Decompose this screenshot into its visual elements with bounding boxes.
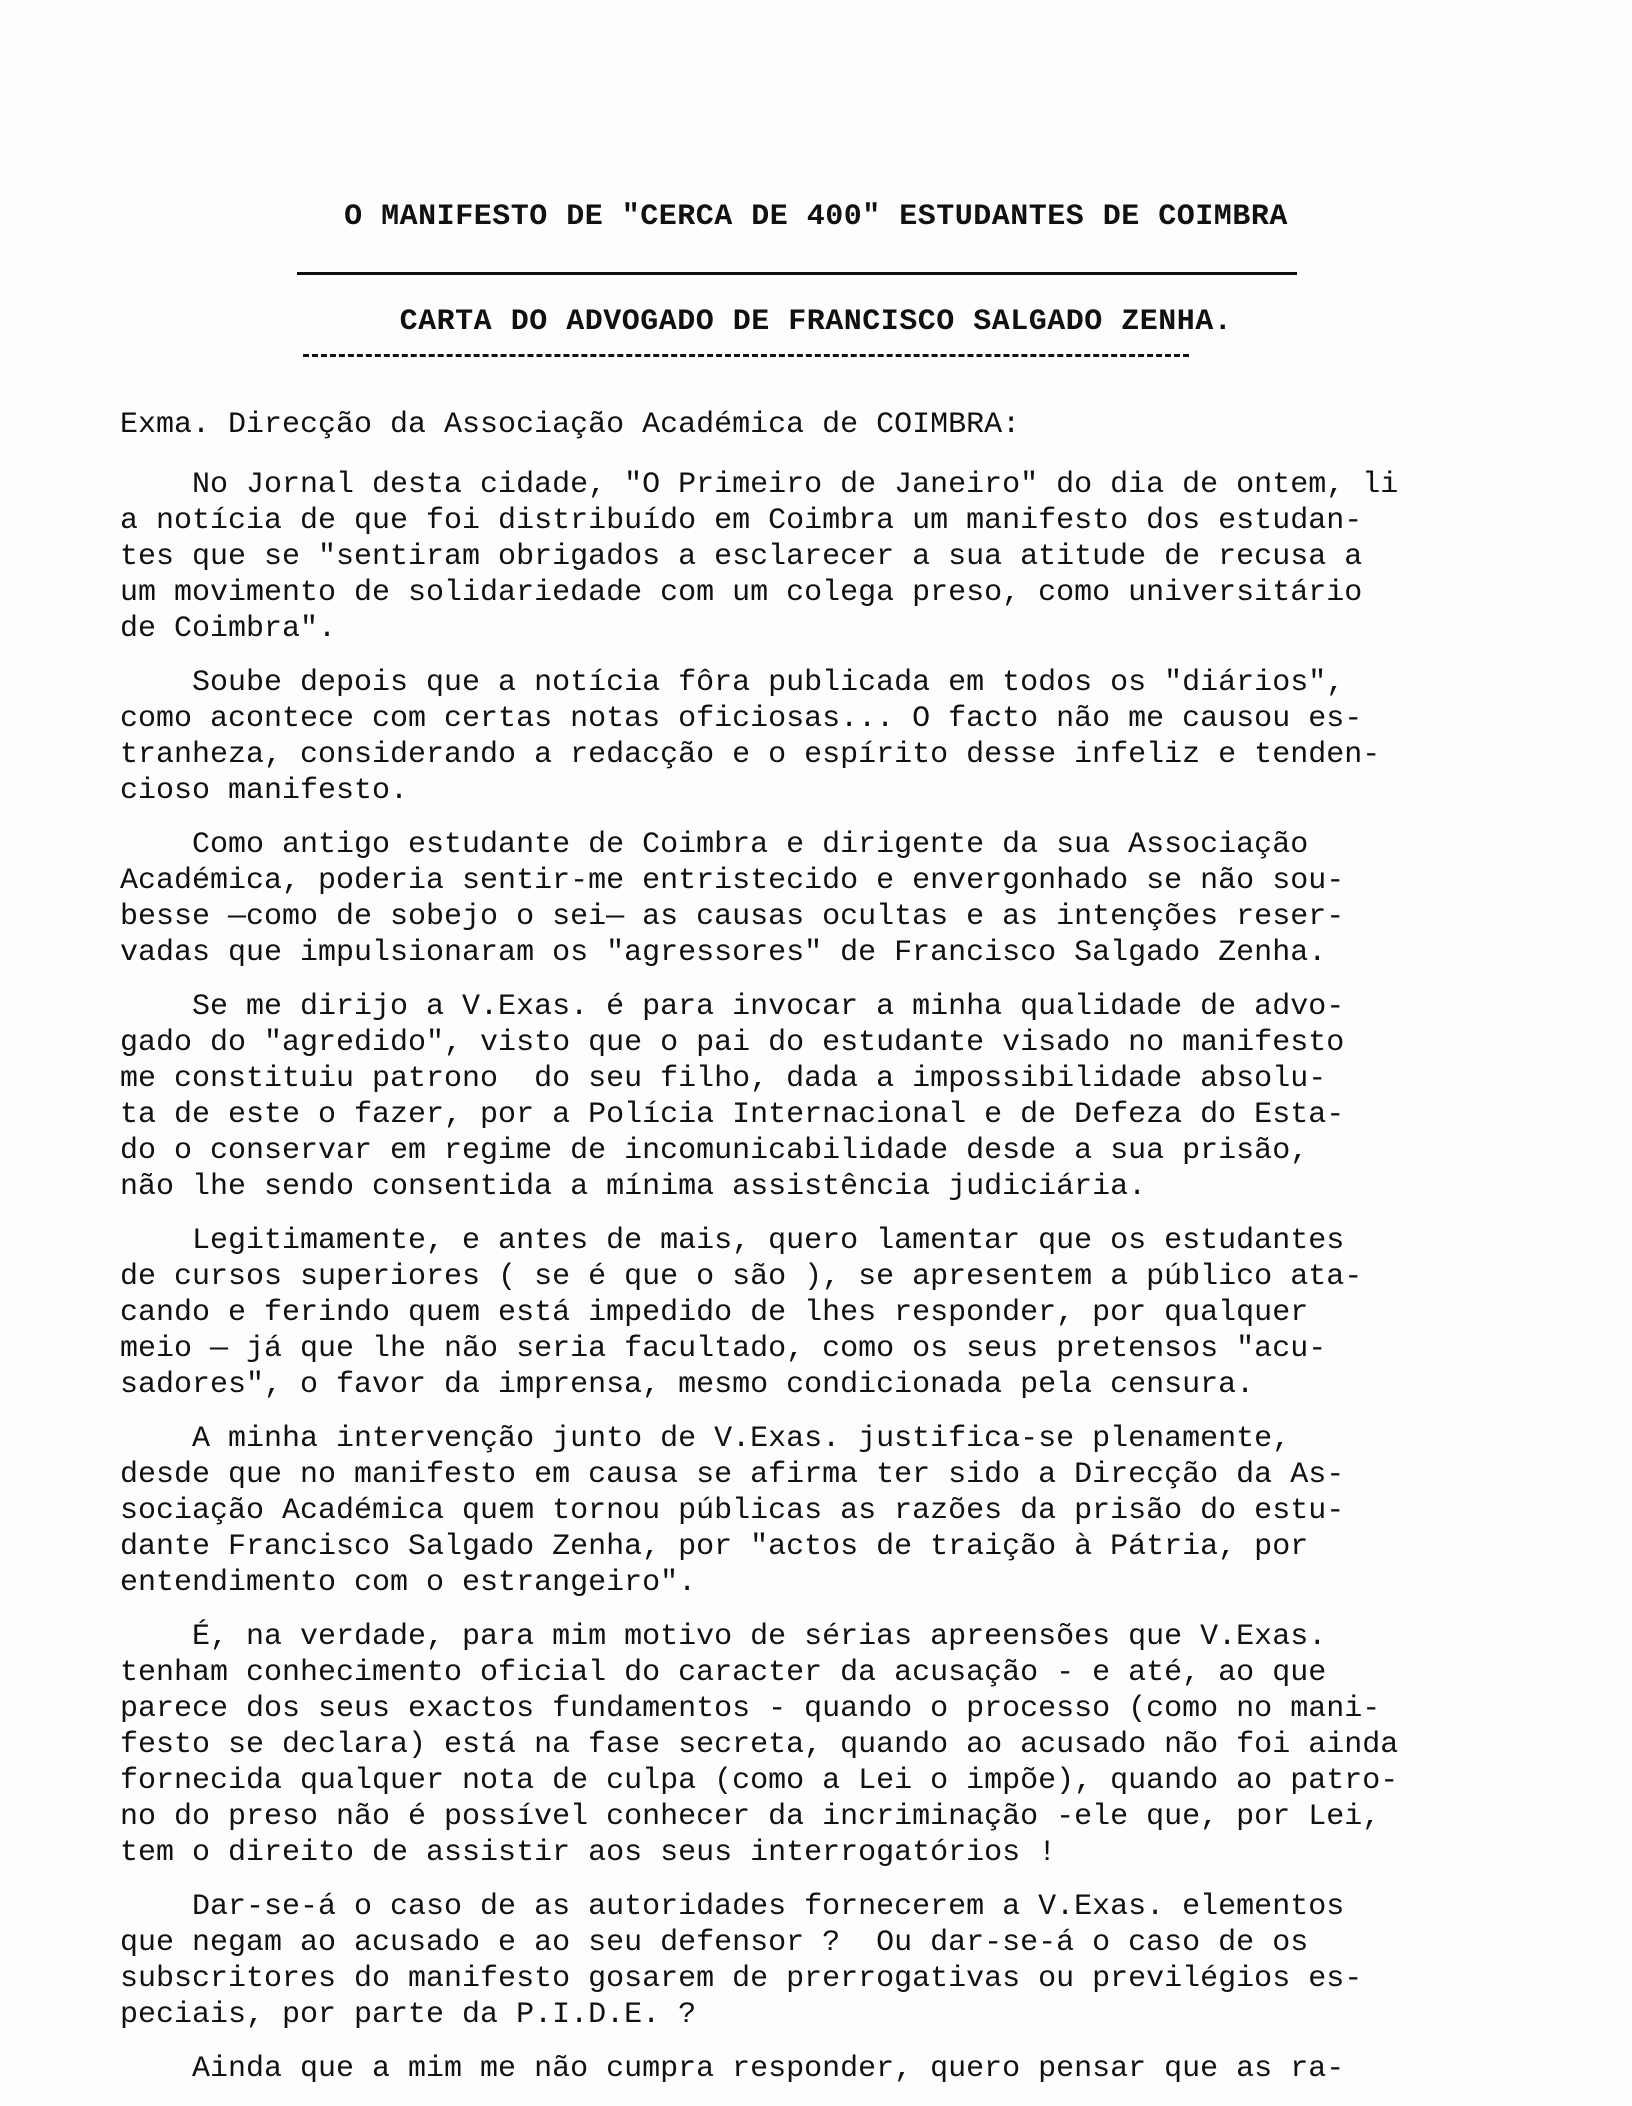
text-line: A minha intervenção junto de V.Exas. justifica-se plenamente, <box>120 1422 1291 1456</box>
text-line: besse —como de sobejo o sei— as causas ocultas e as intenções reser- <box>120 900 1345 934</box>
text-line: desde que no manifesto em causa se afirma ter sido a Direcção da As- <box>120 1458 1345 1492</box>
letter-body <box>120 467 1540 2105</box>
text-line: meio — já que lhe não seria facultado, como os seus pretensos "acu- <box>120 1332 1327 1366</box>
document-subtitle: CARTA DO ADVOGADO DE FRANCISCO SALGADO ZENHA. <box>399 305 1233 339</box>
text-line: sociação Académica quem tornou públicas as razões da prisão do estu- <box>120 1494 1345 1528</box>
text-line: Ainda que a mim me não cumpra responder, quero pensar que as ra- <box>120 2052 1345 2086</box>
letter-paragraph <box>120 827 1540 971</box>
letter-paragraph <box>120 1421 1540 1601</box>
text-line: ta de este o fazer, por a Polícia Internacional e de Defeza do Esta- <box>120 1098 1345 1132</box>
text-line: dante Francisco Salgado Zenha, por "actos de traição à Pátria, por <box>120 1530 1309 1564</box>
text-line: no do preso não é possível conhecer da incriminação -ele que, por Lei, <box>120 1800 1381 1834</box>
letter-paragraph <box>120 989 1540 1205</box>
text-line: a notícia de que foi distribuído em Coimbra um manifesto dos estudan- <box>120 504 1363 538</box>
letter-paragraph <box>120 665 1540 809</box>
title-underline <box>297 272 1297 275</box>
text-line: fornecida qualquer nota de culpa (como a Lei o impõe), quando ao patro- <box>120 1764 1399 1798</box>
text-line: me constituiu patrono do seu filho, dada a impossibilidade absolu- <box>120 1062 1327 1096</box>
text-line: Se me dirijo a V.Exas. é para invocar a minha qualidade de advo- <box>120 990 1345 1024</box>
text-line: gado do "agredido", visto que o pai do estudante visado no manifesto <box>120 1026 1345 1060</box>
text-line: tenham conhecimento oficial do caracter da acusação - e até, ao que <box>120 1656 1327 1690</box>
text-line: de Coimbra". <box>120 612 337 646</box>
text-line: Soube depois que a notícia fôra publicada em todos os "diários", <box>120 666 1345 700</box>
text-line: tranheza, considerando a redacção e o espírito desse infeliz e tenden- <box>120 738 1381 772</box>
text-line: entendimento com o estrangeiro". <box>120 1566 697 1600</box>
text-line: sadores", o favor da imprensa, mesmo condicionada pela censura. <box>120 1368 1255 1402</box>
text-line: festo se declara) está na fase secreta, quando ao acusado não foi ainda <box>120 1728 1399 1762</box>
text-line: cando e ferindo quem está impedido de lhes responder, por qualquer <box>120 1296 1309 1330</box>
text-line: de cursos superiores ( se é que o são ), se apresentem a público ata- <box>120 1260 1363 1294</box>
text-line: peciais, por parte da P.I.D.E. ? <box>120 1998 697 2032</box>
text-line: subscritores do manifesto gosarem de prerrogativas ou previlégios es- <box>120 1962 1363 1996</box>
text-line: tem o direito de assistir aos seus interrogatórios ! <box>120 1836 1057 1870</box>
salutation: Exma. Direcção da Associação Académica de COIMBRA: <box>120 408 1021 442</box>
text-line: não lhe sendo consentida a mínima assistência judiciária. <box>120 1170 1147 1204</box>
text-line: que negam ao acusado e ao seu defensor ? Ou dar-se-á o caso de os <box>120 1926 1309 1960</box>
text-line: Como antigo estudante de Coimbra e dirigente da sua Associação <box>120 828 1309 862</box>
text-line: como acontece com certas notas oficiosas... O facto não me causou es- <box>120 702 1363 736</box>
letter-paragraph <box>120 1889 1540 2033</box>
document-title: O MANIFESTO DE "CERCA DE 400" ESTUDANTES DE COIMBRA <box>344 200 1288 234</box>
text-line: tes que se "sentiram obrigados a esclarecer a sua atitude de recusa a <box>120 540 1363 574</box>
letter-paragraph <box>120 1223 1540 1403</box>
subtitle-underline <box>303 354 1189 357</box>
letter-paragraph <box>120 467 1540 647</box>
text-line: cioso manifesto. <box>120 774 409 808</box>
text-line: No Jornal desta cidade, "O Primeiro de Janeiro" do dia de ontem, li <box>120 468 1399 502</box>
text-line: É, na verdade, para mim motivo de sérias apreensões que V.Exas. <box>120 1620 1327 1654</box>
text-line: Dar-se-á o caso de as autoridades fornecerem a V.Exas. elementos <box>120 1890 1345 1924</box>
text-line: do o conservar em regime de incomunicabilidade desde a sua prisão, <box>120 1134 1309 1168</box>
letter-paragraph <box>120 2051 1540 2087</box>
text-line: um movimento de solidariedade com um colega preso, como universitário <box>120 576 1363 610</box>
text-line: parece dos seus exactos fundamentos - quando o processo (como no mani- <box>120 1692 1381 1726</box>
text-line: Legitimamente, e antes de mais, quero lamentar que os estudantes <box>120 1224 1345 1258</box>
letter-paragraph <box>120 1619 1540 1871</box>
text-line: Académica, poderia sentir-me entristecido e envergonhado se não sou- <box>120 864 1345 898</box>
text-line: vadas que impulsionaram os "agressores" de Francisco Salgado Zenha. <box>120 936 1327 970</box>
